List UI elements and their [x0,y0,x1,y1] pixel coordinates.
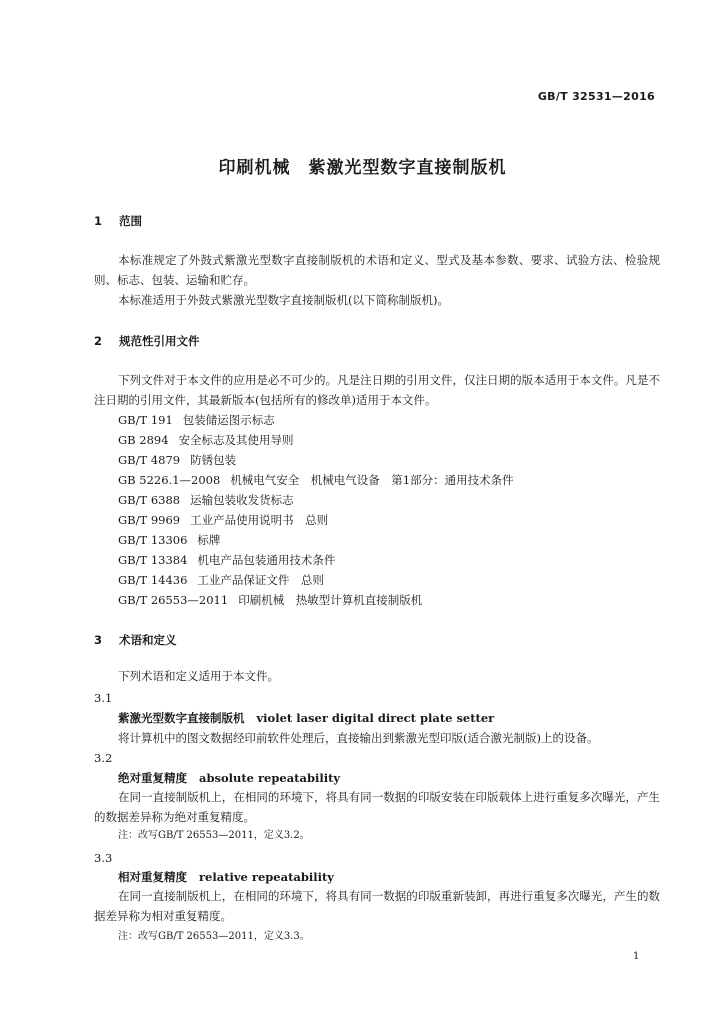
reference-code: GB/T 4879 [118,453,181,467]
section-title: 规范性引用文件 [119,334,200,348]
reference-title: 工业产品保证文件 总则 [197,573,324,587]
section-number: 1 [94,214,103,228]
reference-code: GB 5226.1—2008 [118,473,221,487]
section-1-paragraph-2: 本标准适用于外鼓式紫激光型数字直接制版机(以下简称制版机)。 [118,293,449,307]
page-number: 1 [633,951,640,962]
term-definition: 在同一直接制版机上，在相同的环境下，将具有同一数据的印版重新装卸，再进行重复多次曝光，产生的数据差异称为相对重复精度。 [94,889,660,923]
term-number: 3.3 [94,851,113,865]
reference-code: GB/T 191 [118,413,173,427]
term-note: 注：改写GB/T 26553—2011，定义3.2。 [118,830,310,841]
standard-code: GB/T 32531—2016 [537,90,655,103]
reference-code: GB/T 6388 [118,493,181,507]
reference-title: 标牌 [197,533,221,547]
term-heading [118,710,494,726]
reference-code: GB/T 26553—2011 [118,593,229,607]
reference-title: 工业产品使用说明书 总则 [190,513,329,527]
reference-item [118,572,324,588]
reference-title: 机械电气安全 机械电气设备 第1部分：通用技术条件 [230,473,514,487]
reference-item [118,552,335,568]
term-chinese: 紫激光型数字直接制版机 [118,711,245,725]
term-definition: 在同一直接制版机上，在相同的环境下，将具有同一数据的印版安装在印版载体上进行重复多次曝光，产生的数据差异称为绝对重复精度。 [94,790,660,824]
term-number: 3.2 [94,751,113,765]
term-english: violet laser digital direct plate setter [256,711,495,725]
section-2-heading [94,333,200,349]
reference-code: GB/T 14436 [118,573,188,587]
reference-title: 印刷机械 热敏型计算机直接制版机 [238,593,423,607]
reference-item [118,512,328,528]
section-title: 范围 [119,214,142,228]
term-heading [118,770,340,786]
term-chinese: 相对重复精度 [118,870,187,884]
term-english: relative repeatability [199,870,334,884]
reference-item [118,492,294,508]
term-number: 3.1 [94,691,113,705]
document-title: 印刷机械 紫激光型数字直接制版机 [218,158,507,178]
section-3-heading [94,632,177,648]
section-number: 2 [94,334,103,348]
reference-item [118,592,422,608]
section-number: 3 [94,633,103,647]
reference-title: 运输包装收发货标志 [190,493,294,507]
reference-item [118,412,275,428]
section-2-intro: 下列文件对于本文件的应用是必不可少的。凡是注日期的引用文件，仅注日期的版本适用于本文件。凡是不注日期的引用文件，其最新版本(包括所有的修改单)适用于本文件。 [94,373,660,407]
section-1-paragraph-1: 本标准规定了外鼓式紫激光型数字直接制版机的术语和定义、型式及基本参数、要求、试验方法、检验规则、标志、包装、运输和贮存。 [94,253,660,287]
term-english: absolute repeatability [199,771,341,785]
term-note: 注：改写GB/T 26553—2011，定义3.3。 [118,931,310,942]
reference-item [118,472,514,488]
section-3-intro: 下列术语和定义适用于本文件。 [118,669,279,683]
reference-code: GB/T 13306 [118,533,188,547]
reference-title: 安全标志及其使用导则 [178,433,294,447]
reference-item [118,432,294,448]
section-1-heading [94,213,142,229]
section-title: 术语和定义 [119,633,177,647]
reference-title: 机电产品包装通用技术条件 [197,553,336,567]
reference-code: GB 2894 [118,433,169,447]
term-definition: 将计算机中的图文数据经印前软件处理后，直接输出到紫激光型印版(适合激光制版)上的设备。 [118,731,599,745]
reference-title: 防锈包装 [190,453,237,467]
reference-item [118,532,220,548]
term-chinese: 绝对重复精度 [118,771,187,785]
reference-code: GB/T 9969 [118,513,181,527]
reference-title: 包装储运图示标志 [182,413,275,427]
term-heading [118,869,334,885]
reference-code: GB/T 13384 [118,553,188,567]
reference-item [118,452,236,468]
